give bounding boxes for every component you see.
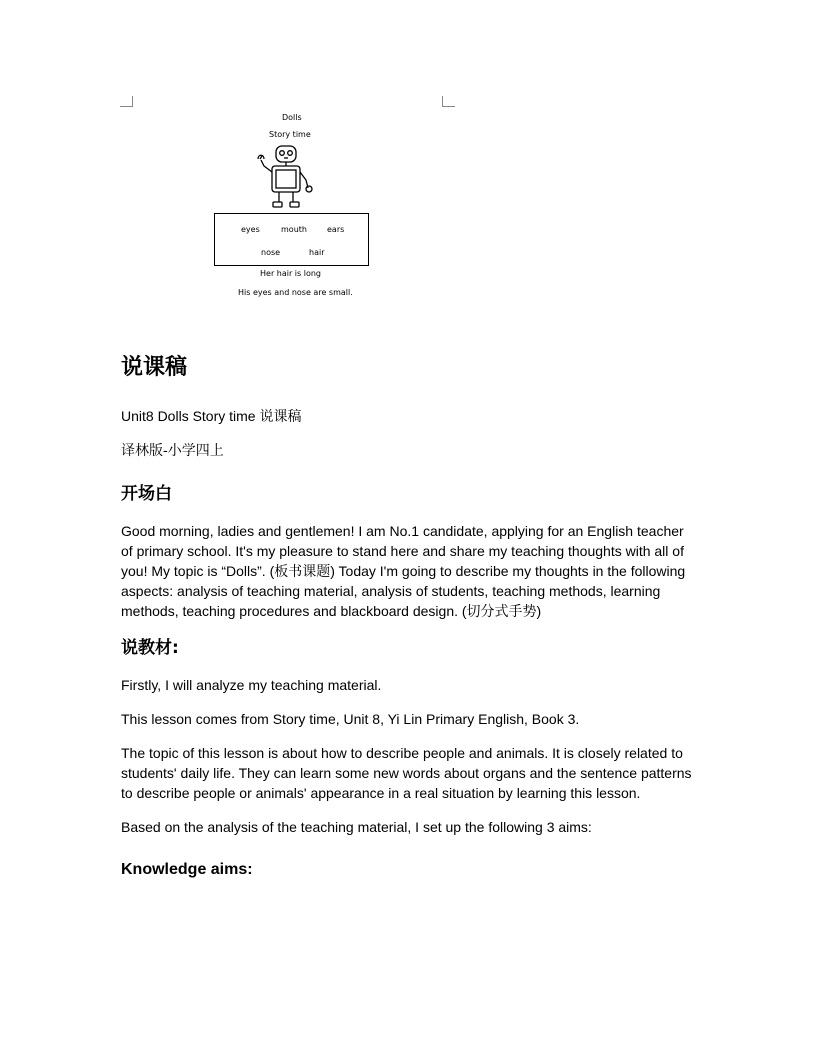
crop-mark-right (442, 96, 455, 107)
word-nose: nose (261, 248, 281, 257)
publisher-line: 译林版-小学四上 (121, 443, 224, 459)
document-body (121, 352, 699, 881)
paragraph-4: Based on the analysis of the teaching material, I set up the following 3 aims: (121, 819, 592, 835)
robot-doll-icon (255, 144, 317, 212)
figure-caption-1: Her hair is long (260, 269, 321, 278)
lesson-subtitle-cn: 说课稿 (259, 409, 302, 425)
figure-title: Dolls (282, 113, 302, 122)
lesson-subtitle (121, 406, 699, 427)
crop-mark-left (120, 96, 133, 107)
lesson-subtitle-en: Unit8 Dolls Story time (121, 408, 260, 424)
word-ears: ears (327, 225, 345, 234)
figure-caption-2: His eyes and nose are small. (238, 288, 353, 297)
paragraph-1: Firstly, I will analyze my teaching material. (121, 677, 382, 693)
opening-paragraph: Good morning, ladies and gentlemen! I am No.1 candidate, applying for an English teacher of primary school. It's my pleasure to stand here and share my teaching thoughts with all of you! My topic is “Dolls”. (板书课题) Today I'm going to describe my thoughts in the following aspects: analysis of teaching material, analysis of students, teaching methods, learning methods, teaching procedures and blackboard design. (切分式手势) (121, 523, 686, 619)
lesson-illustration (200, 108, 380, 304)
figure-subtitle: Story time (269, 130, 311, 139)
document-title: 说课稿 (121, 355, 188, 380)
paragraph-3: The topic of this lesson is about how to describe people and animals. It is closely related to students' daily life. They can learn some new words about organs and the sentence patterns to describe people or animals' appearance in a real situation by learning this lesson. (121, 745, 692, 801)
heading-opening: 开场白 (121, 484, 172, 504)
vocabulary-box (214, 213, 369, 266)
heading-material: 说教材: (121, 638, 179, 658)
heading-knowledge-aims: Knowledge aims: (121, 861, 253, 878)
word-mouth: mouth (281, 225, 307, 234)
word-hair: hair (309, 248, 325, 257)
word-eyes: eyes (241, 225, 260, 234)
paragraph-2: This lesson comes from Story time, Unit 8, Yi Lin Primary English, Book 3. (121, 711, 580, 727)
